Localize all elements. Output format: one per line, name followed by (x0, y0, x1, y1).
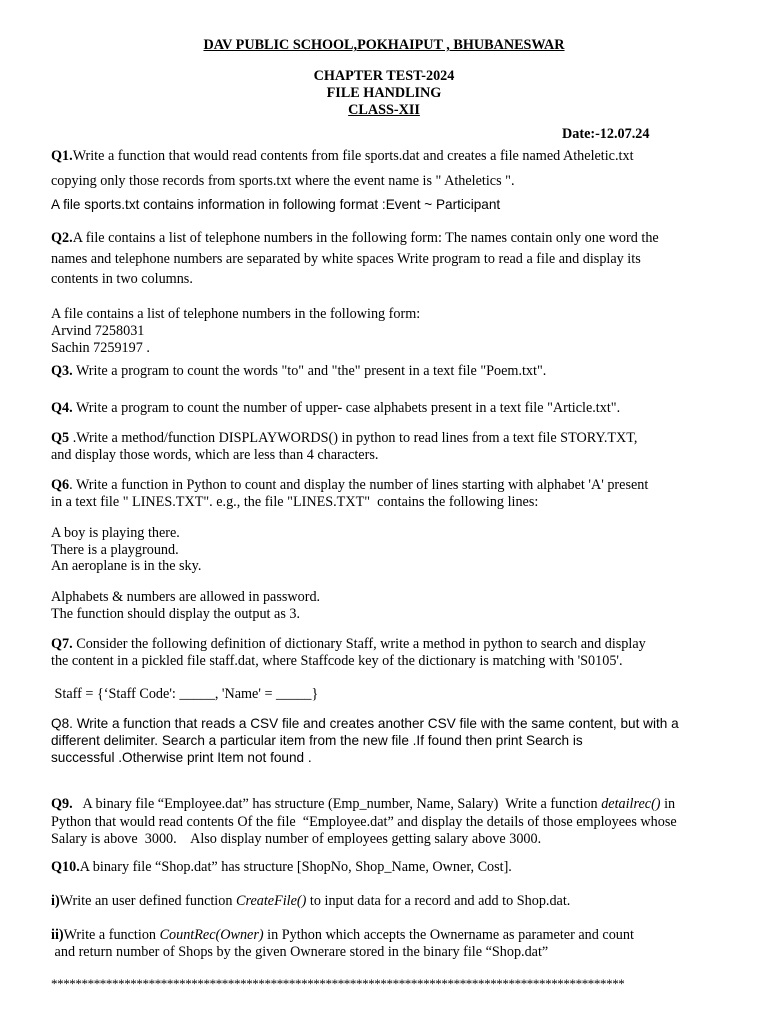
q1-line2: copying only those records from sports.txt where the event name is " Atheletics ". (51, 173, 515, 189)
q3-label: Q3. (51, 363, 73, 379)
q2-line3: contents in two columns. (51, 271, 193, 287)
q4-line (51, 400, 620, 417)
q10-label: Q10. (51, 859, 80, 875)
q10-text: A binary file “Shop.dat” has structure [ShopNo, Shop_Name, Owner, Cost]. (79, 859, 512, 875)
q6-sample-line1: A boy is playing there. (51, 525, 180, 541)
q9-text1a: A binary file “Employee.dat” has structure (Emp_number, Name, Salary) Write a function (72, 796, 602, 812)
q9-line1 (51, 796, 675, 813)
q7-line2: the content in a pickled file staff.dat, where Staffcode key of the dictionary is matching with 'S0105'. (51, 653, 623, 669)
q1-line1 (51, 148, 634, 165)
q10-line (51, 859, 512, 876)
q6-label: Q6 (51, 477, 70, 493)
subject-title: FILE HANDLING (326, 85, 442, 101)
q2-line2: names and telephone numbers are separated by white spaces Write program to read a file and display its (51, 251, 641, 267)
school-name: DAV PUBLIC SCHOOL,POKHAIPUT , BHUBANESWAR (203, 37, 565, 53)
class-title: CLASS-XII (348, 102, 420, 118)
q6-text1: . Write a function in Python to count and display the number of lines starting with alphabet 'A' present (69, 477, 649, 493)
q6-sample-line3: An aeroplane is in the sky. (51, 558, 202, 574)
test-title: CHAPTER TEST-2024 (313, 68, 455, 84)
q9-label: Q9. (51, 796, 73, 812)
q10-part-ii-text1: Write a function (63, 927, 160, 943)
test-date: Date:-12.07.24 (562, 126, 650, 142)
q8-line3: successful .Otherwise print Item not found . (51, 750, 312, 765)
q10-part-i-label: i) (51, 893, 60, 909)
q10-part-i-text1: Write an user defined function (59, 893, 236, 909)
q1-label: Q1. (51, 148, 73, 164)
q3-line (51, 363, 546, 380)
q10-part-ii-line2: and return number of Shops by the given Ownerare stored in the binary file “Shop.dat” (51, 944, 549, 960)
q2-line1 (51, 230, 659, 247)
q8-label: Q8 (51, 716, 70, 731)
q5-label: Q5 (51, 430, 70, 446)
q5-line1 (51, 430, 637, 447)
q5-text1: .Write a method/function DISPLAYWORDS() in python to read lines from a text file STORY.TXT, (69, 430, 638, 446)
q10-part-ii-line1 (51, 927, 634, 944)
q10-part-ii-function: CountRec(Owner) (159, 927, 264, 943)
q10-part-ii-label: ii) (51, 927, 64, 943)
q10-part-i-function: CreateFile() (235, 893, 307, 909)
q9-line2: Python that would read contents Of the file “Employee.dat” and display the details of those employees whose (51, 814, 677, 830)
q10-part-ii-text2: in Python which accepts the Ownername as parameter and count (263, 927, 634, 943)
q2-label: Q2. (51, 230, 73, 246)
q7-code: Staff = {‘Staff Code': _____, 'Name' = _____} (51, 686, 319, 702)
q6-sample-line2: There is a playground. (51, 542, 179, 558)
q4-text: Write a program to count the number of upper- case alphabets present in a text file "Article.txt". (72, 400, 621, 416)
q6-after-line1: Alphabets & numbers are allowed in password. (51, 589, 321, 605)
q9-function-name: detailrec() (601, 796, 661, 812)
q2-example-line1: Arvind 7258031 (51, 323, 145, 339)
q6-line1 (51, 477, 648, 494)
footer-stars: ********************************************************************************************** (51, 976, 625, 991)
q7-text1: Consider the following definition of dictionary Staff, write a method in python to search and display (72, 636, 646, 652)
q8-line2: different delimiter. Search a particular item from the new file .If found then print Search is (51, 733, 583, 748)
q8-line1 (51, 715, 679, 732)
q6-line2: in a text file " LINES.TXT". e.g., the file "LINES.TXT" contains the following lines: (51, 494, 539, 510)
q7-label: Q7. (51, 636, 73, 652)
q1-line3: A file sports.txt contains information in following format :Event ~ Participant (51, 197, 501, 212)
q9-line3: Salary is above 3000. Also display number of employees getting salary above 3000. (51, 831, 542, 847)
q10-part-i-text2: to input data for a record and add to Shop.dat. (306, 893, 571, 909)
q1-text1: Write a function that would read contents from file sports.dat and creates a file named Atheletic.txt (72, 148, 634, 164)
q7-line1 (51, 636, 646, 653)
q6-after-line2: The function should display the output as 3. (51, 606, 301, 622)
q2-text1: A file contains a list of telephone numbers in the following form: The names contain only one word the (72, 230, 659, 246)
q4-label: Q4. (51, 400, 73, 416)
q9-text1b: in (660, 796, 676, 812)
q3-text: Write a program to count the words "to" and "the" present in a text file "Poem.txt". (72, 363, 547, 379)
q2-example-intro: A file contains a list of telephone numbers in the following form: (51, 306, 421, 322)
q8-text1: . Write a function that reads a CSV file and creates another CSV file with the same content, but with a (69, 716, 679, 731)
q10-part-i (51, 893, 570, 910)
q2-example-line2: Sachin 7259197 . (51, 340, 150, 356)
q5-line2: and display those words, which are less than 4 characters. (51, 447, 379, 463)
